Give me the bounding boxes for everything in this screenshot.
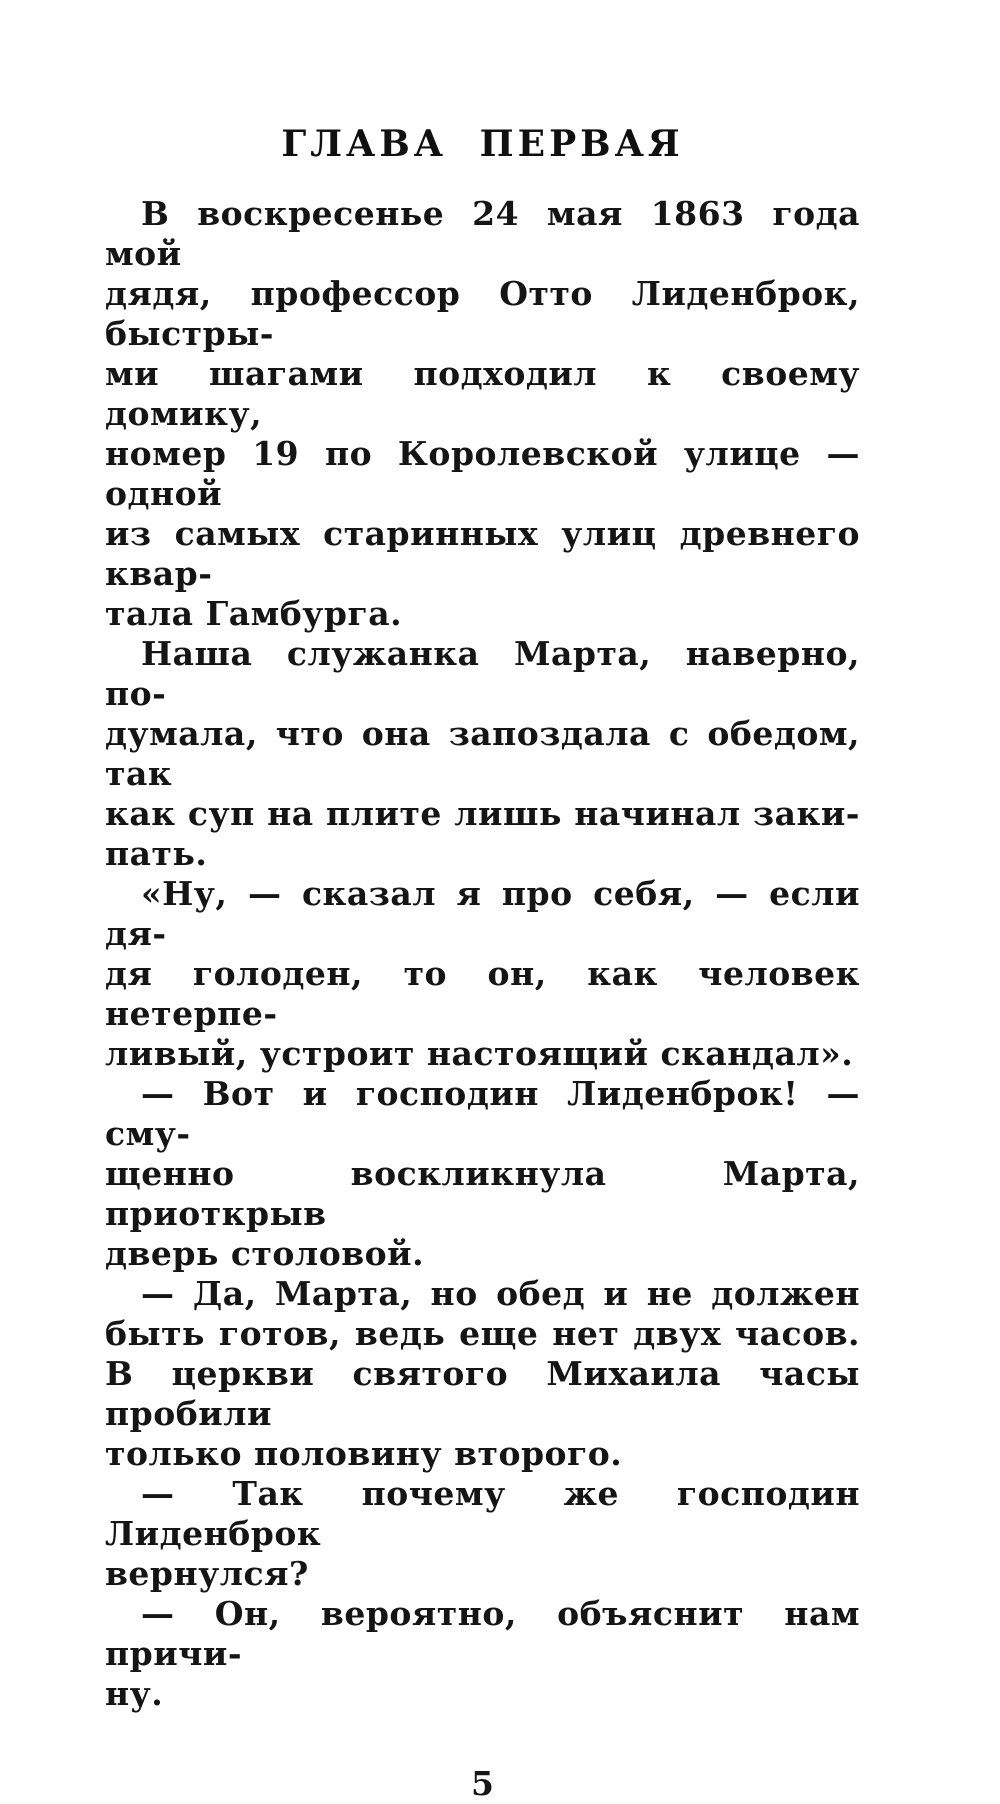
- text-line: номер 19 по Королевской улице — одной: [105, 434, 860, 513]
- text-line: вернулся?: [105, 1554, 309, 1593]
- text-line: щенно воскликнула Марта, приоткрыв: [105, 1154, 860, 1233]
- text-line: быть готов, ведь еще нет двух часов.: [105, 1314, 860, 1353]
- text-line: дядя, профессор Отто Лиденброк, быстры-: [105, 274, 860, 353]
- text-line: ну.: [105, 1674, 164, 1713]
- text-line: дверь столовой.: [105, 1234, 425, 1273]
- text-line: из самых старинных улиц древнего квар-: [105, 514, 860, 593]
- text-line: — Он, вероятно, объяснит нам причи-: [105, 1594, 860, 1673]
- text-line: Наша служанка Марта, наверно, по-: [105, 634, 860, 713]
- text-line: В церкви святого Михаила часы пробили: [105, 1354, 860, 1433]
- text-line: «Ну, — сказал я про себя, — если дя-: [105, 874, 860, 953]
- text-line: думала, что она запоздала с обедом, так: [105, 714, 860, 793]
- text-line: пать.: [105, 834, 208, 873]
- text-line: В воскресенье 24 мая 1863 года мой: [105, 194, 860, 273]
- text-body: [105, 194, 860, 1714]
- chapter-title: ГЛАВА ПЕРВАЯ: [281, 123, 684, 165]
- text-line: — Так почему же господин Лиденброк: [105, 1474, 860, 1553]
- text-line: дя голоден, то он, как человек нетерпе-: [105, 954, 860, 1033]
- text-line: — Да, Марта, но обед и не должен: [141, 1274, 860, 1313]
- text-line: только половину второго.: [105, 1434, 623, 1473]
- text-line: ливый, устроит настоящий скандал».: [105, 1034, 854, 1073]
- text-line: тала Гамбурга.: [105, 594, 403, 633]
- text-line: ми шагами подходил к своему домику,: [105, 354, 860, 433]
- page-number: 5: [471, 1764, 494, 1803]
- text-line: — Вот и господин Лиденброк! — сму-: [105, 1074, 860, 1153]
- text-line: как суп на плите лишь начинал заки-: [105, 794, 860, 833]
